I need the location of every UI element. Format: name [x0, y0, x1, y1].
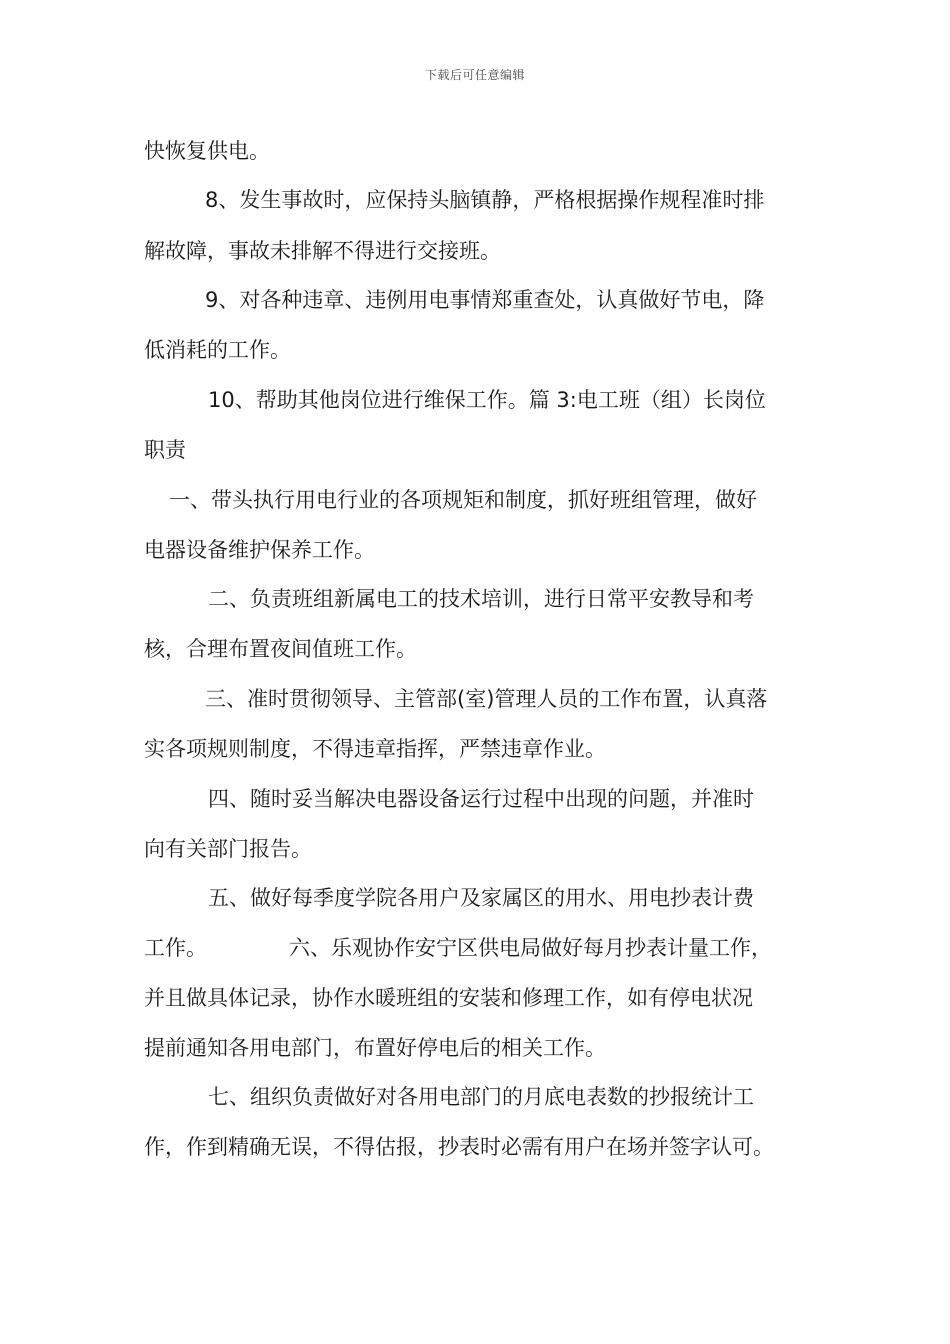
text-line: 提前通知各用电部门，布置好停电后的相关工作。 — [144, 1036, 606, 1060]
text-line: 10、帮助其他岗位进行维保工作。篇 3:电工班（组）长岗位 — [208, 388, 766, 412]
text-line: 低消耗的工作。 — [144, 338, 291, 362]
text-line: 一、带头执行用电行业的各项规矩和制度，抓好班组管理，做好 — [169, 488, 757, 512]
text-line: 并且做具体记录，协作水暖班组的安装和修理工作，如有停电状况 — [144, 986, 753, 1010]
text-line: 职责 — [144, 438, 186, 462]
text-line: 向有关部门报告。 — [144, 837, 312, 861]
text-line: 解故障，事故未排解不得进行交接班。 — [144, 239, 501, 263]
text-line: 六、乐观协作安宁区供电局做好每月抄表计量工作， — [289, 936, 772, 960]
text-line: 8、发生事故时，应保持头脑镇静，严格根据操作规程准时排 — [205, 188, 765, 212]
text-line: 四、随时妥当解决电器设备运行过程中出现的问题，并准时 — [208, 787, 754, 811]
text-line: 作，作到精确无误，不得估报，抄表时必需有用户在场并签字认可。 — [144, 1135, 774, 1159]
text-line: 快恢复供电。 — [144, 139, 270, 163]
page-header: 下载后可任意编辑 — [424, 68, 525, 82]
text-line: 三、准时贯彻领导、主管部(室)管理人员的工作布置，认真落 — [205, 687, 768, 711]
text-line: 实各项规则制度，不得违章指挥，严禁违章作业。 — [144, 737, 606, 761]
text-line: 五、做好每季度学院各用户及家属区的用水、用电抄表计费 — [208, 886, 754, 910]
text-line: 二、负责班组新属电工的技术培训，进行日常平安教导和考 — [208, 587, 754, 611]
text-line: 工作。 — [144, 936, 207, 960]
text-line: 七、组织负责做好对各用电部门的月底电表数的抄报统计工 — [208, 1085, 754, 1109]
text-line: 电器设备维护保养工作。 — [144, 538, 375, 562]
text-line: 核，合理布置夜间值班工作。 — [144, 637, 417, 661]
text-line: 9、对各种违章、违例用电事情郑重查处，认真做好节电，降 — [205, 288, 765, 312]
